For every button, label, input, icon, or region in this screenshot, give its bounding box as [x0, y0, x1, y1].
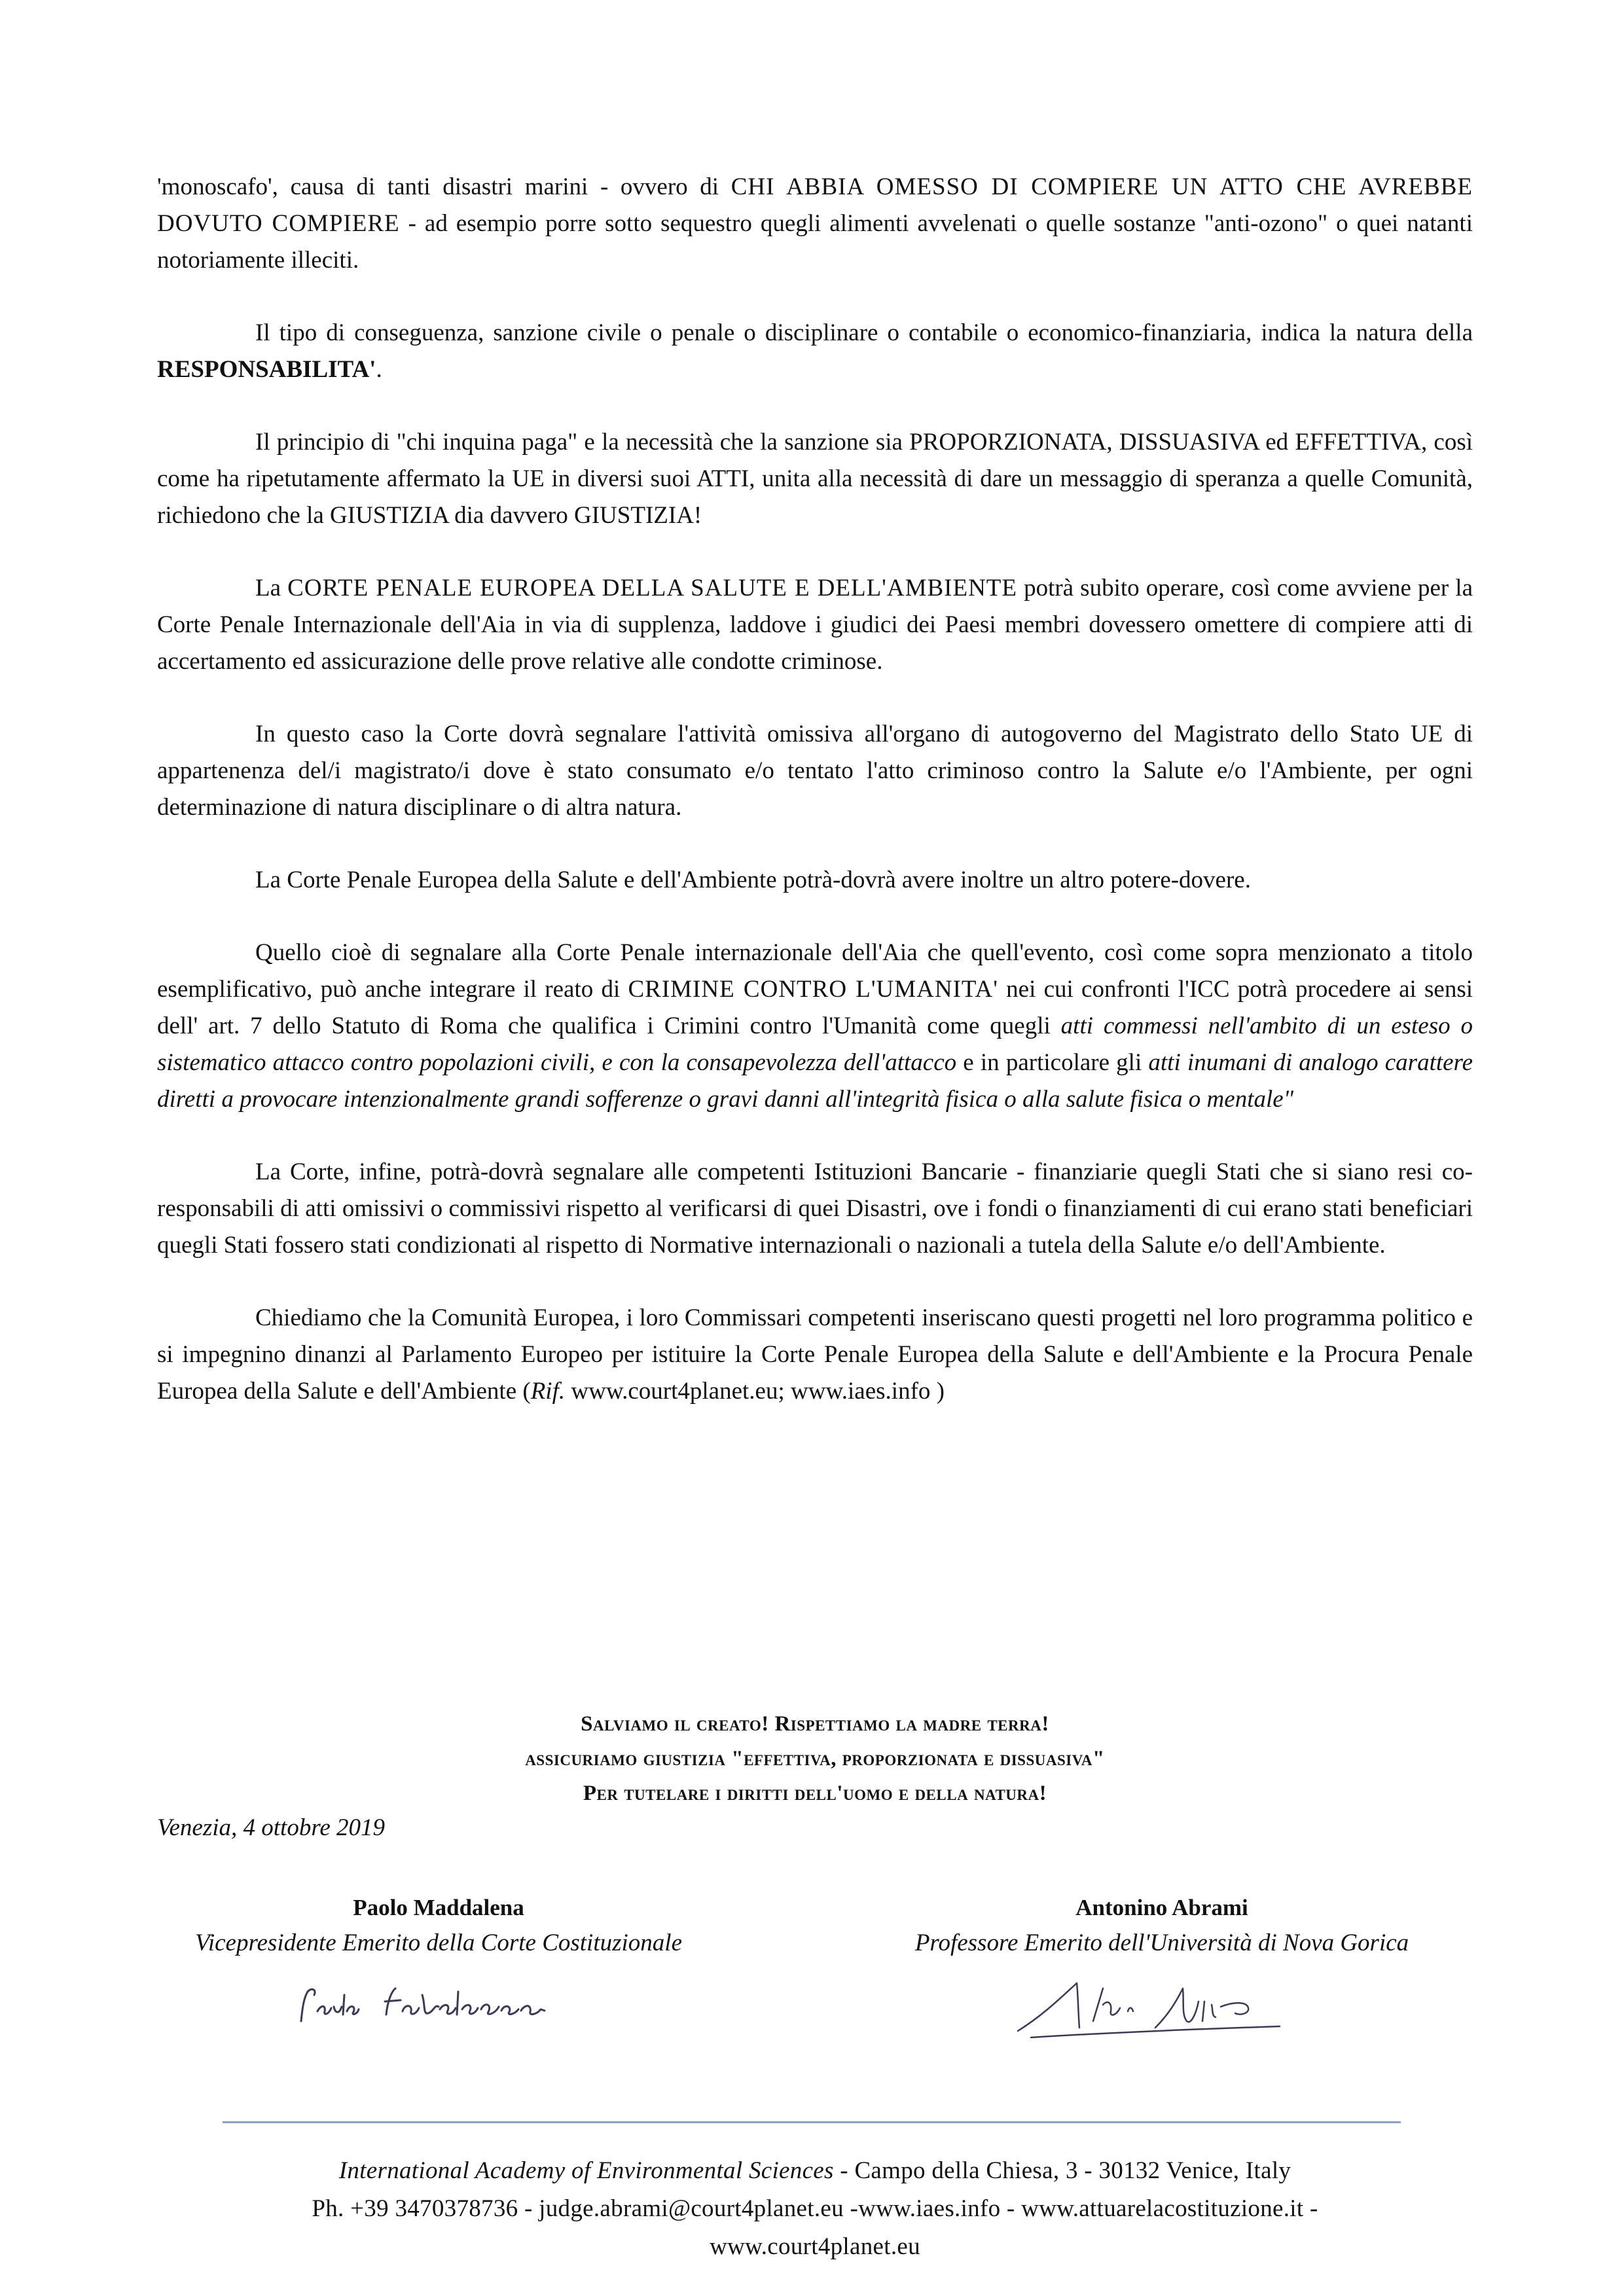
paragraph-1	[157, 169, 1473, 279]
signatory-left	[144, 1892, 733, 2034]
paragraph-5: In questo caso la Corte dovrà segnalare l'attività omissiva all'organo di autogoverno del Magistrato dello Stato UE di appartenenza del/i magistrato/i dove è stato consumato e/o tentato l'atto criminoso contro la Salute e/o l'Ambiente, per ogni determinazione di natura disciplinare o di altra natura.	[157, 721, 1473, 821]
text-run: Quello cioè di segnalare alla Corte Penale internazionale dell'Aia che quell'evento, così come sopra menzionato a titolo esemplificativo, può anche integrare il reato di	[157, 939, 1473, 1003]
footer-contacts: Ph. +39 3470378736 - judge.abrami@court4planet.eu -www.iaes.info - www.attuarelacostituzione.it -	[312, 2195, 1318, 2222]
footer-line-1	[157, 2152, 1473, 2190]
organization-name: International Academy of Environmental Sciences	[338, 2157, 834, 2184]
slogan-block	[157, 1707, 1473, 1811]
organization-address: - Campo della Chiesa, 3 - 30132 Venice, Italy	[833, 2157, 1291, 2184]
court-name: CORTE PENALE EUROPEA DELLA SALUTE E DELL'AMBIENTE	[287, 575, 1017, 601]
paragraph-3: Il principio di "chi inquina paga" e la necessità che la sanzione sia PROPORZIONATA, DISSUASIVA ed EFFETTIVA, così come ha ripetutamente affermato la UE in diversi suoi ATTI, unita alla necessità di dare un messaggio di speranza a quelle Comunità, richiedono che la GIUSTIZIA dia davvero GIUSTIZIA!	[157, 429, 1473, 529]
paragraph-2	[157, 315, 1473, 388]
footer-website: www.court4planet.eu	[710, 2233, 920, 2260]
handwritten-signature-right	[1005, 1975, 1319, 2041]
paragraph-6: La Corte Penale Europea della Salute e dell'Ambiente potrà-dovrà avere inoltre un altro potere-dovere.	[255, 867, 1251, 893]
text-run: .	[376, 356, 382, 383]
italic-quote: atti commessi nell'ambito di un esteso o sistematico attacco contro popolazioni civili, e con la consapevolezza dell'attacco	[157, 1013, 1473, 1076]
letterhead-footer	[157, 2152, 1473, 2266]
text-run: www.court4planet.eu; www.iaes.info )	[565, 1378, 945, 1405]
text-run: 'monoscafo', causa di tanti disastri marini - ovvero di	[157, 173, 731, 200]
slogan-line: assicuriamo giustizia "effettiva, proporzionata e dissuasiva"	[525, 1747, 1105, 1770]
text-run: La	[255, 575, 288, 601]
handwritten-signature-left	[288, 1975, 589, 2034]
paragraph-9	[157, 1300, 1473, 1410]
letter-body	[157, 169, 1473, 1446]
slogan-line: Salviamo il creato! Rispettiamo la madre terra!	[581, 1712, 1049, 1736]
paragraph-7	[157, 935, 1473, 1118]
signatory-role: Vicepresidente Emerito della Corte Costituzionale	[195, 1929, 682, 1956]
italic-quote: atti inumani di analogo carattere diretti a provocare intenzionalmente grandi sofferenze o gravi danni all'integrità fisica o alla salute fisica o mentale"	[157, 1049, 1473, 1113]
text-run: Il tipo di conseguenza, sanzione civile o penale o disciplinare o contabile o economico-finanziaria, indica la natura della	[255, 319, 1473, 346]
signatory-name: Antonino Abrami	[1075, 1895, 1248, 1920]
bold-term: RESPONSABILITA'	[157, 356, 376, 383]
signatory-right	[841, 1892, 1483, 2041]
signatory-role: Professore Emerito dell'Università di Nova Gorica	[914, 1929, 1409, 1956]
text-run: - ad esempio porre sotto sequestro quegli alimenti avvelenati o quelle sostanze "anti-ozono" o quei natanti notoriamente illeciti.	[157, 210, 1473, 274]
reference-label: Rif.	[530, 1378, 566, 1405]
paragraph-4	[157, 570, 1473, 680]
paragraph-8: La Corte, infine, potrà-dovrà segnalare alle competenti Istituzioni Bancarie - finanziarie quegli Stati che si siano resi co-responsabili di atti omissivi o commissivi rispetto al verificarsi di quei Disastri, ove i fondi o finanziamenti di cui erano stati beneficiari quegli Stati fossero stati condizionati al rispetto di Normative internazionali o nazionali a tutela della Salute e/o dell'Ambiente.	[157, 1158, 1473, 1259]
place-date: Venezia, 4 ottobre 2019	[157, 1814, 386, 1841]
slogan-line: Per tutelare i diritti dell'uomo e della natura!	[583, 1782, 1047, 1805]
text-run: e in particolare gli	[956, 1049, 1149, 1076]
signatory-name: Paolo Maddalena	[353, 1895, 524, 1920]
emphasis-caps: CHI ABBIA OMESSO DI COMPIERE UN ATTO CHE AVREBBE DOVUTO COMPIERE	[157, 173, 1473, 237]
footer-divider	[223, 2121, 1401, 2123]
crime-name: CRIMINE CONTRO L'UMANITA'	[628, 976, 998, 1003]
text-run: Chiediamo che la Comunità Europea, i loro Commissari competenti inseriscano questi progetti nel loro programma politico e si impegnino dinanzi al Parlamento Europeo per istituire la Corte Penale Europea della Salute e dell'Ambiente e la Procura Penale Europea della Salute e dell'Ambiente (	[157, 1304, 1473, 1405]
text-run: nei cui confronti l'ICC potrà procedere ai sensi dell' art. 7 dello Statuto di Roma che qualifica i Crimini contro l'Umanità come quegli	[157, 976, 1473, 1039]
text-run: potrà subito operare, così come avviene per la Corte Penale Internazionale dell'Aia in via di supplenza, laddove i giudici dei Paesi membri dovessero omettere di compiere atti di accertamento ed assicurazione delle prove relative alle condotte criminose.	[157, 575, 1473, 675]
